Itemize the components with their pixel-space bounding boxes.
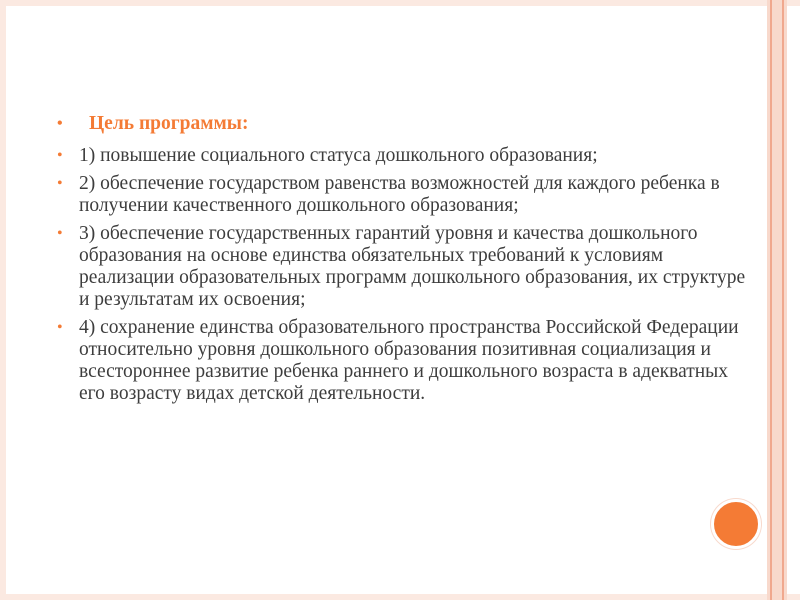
bullet-icon: • [57,175,63,192]
goal-item-text: 4) сохранение единства образовательного пространства Российской Федерации относительно уровня дошкольного образования позитивная социализация и всестороннее развитие ребенка раннего и дошкольного возраста в адекватных его возрасту видах детской деятельности. [79,317,739,404]
slide-content [55,113,755,411]
goal-item-text: 3) обеспечение государственных гарантий уровня и качества дошкольного образования на основе единства обязательных требований к условиям реализации образовательных программ дошкольного образования, их структуре и результатам их освоения; [79,223,746,310]
frame-bottom-border [0,594,800,600]
bullet-icon: • [57,147,63,164]
goal-item-3 [55,223,755,311]
bullet-icon: • [57,319,63,336]
program-goal-heading [55,113,755,135]
decorative-stripe-line-left [770,0,772,600]
goal-item-text: 1) повышение социального статуса дошкольного образования; [79,145,598,166]
goal-item-2 [55,173,755,217]
goal-item-4 [55,317,755,405]
frame-left-border [0,0,6,600]
decorative-stripe-line-right [782,0,784,600]
goal-item-1 [55,145,755,167]
decorative-circle [711,499,761,549]
goal-item-text: 2) обеспечение государством равенства возможностей для каждого ребенка в получении качественного дошкольного образования; [79,173,720,216]
bullet-icon: • [57,115,63,132]
frame-top-border [0,0,800,6]
bullet-icon: • [57,225,63,242]
heading-text: Цель программы: [89,113,249,134]
